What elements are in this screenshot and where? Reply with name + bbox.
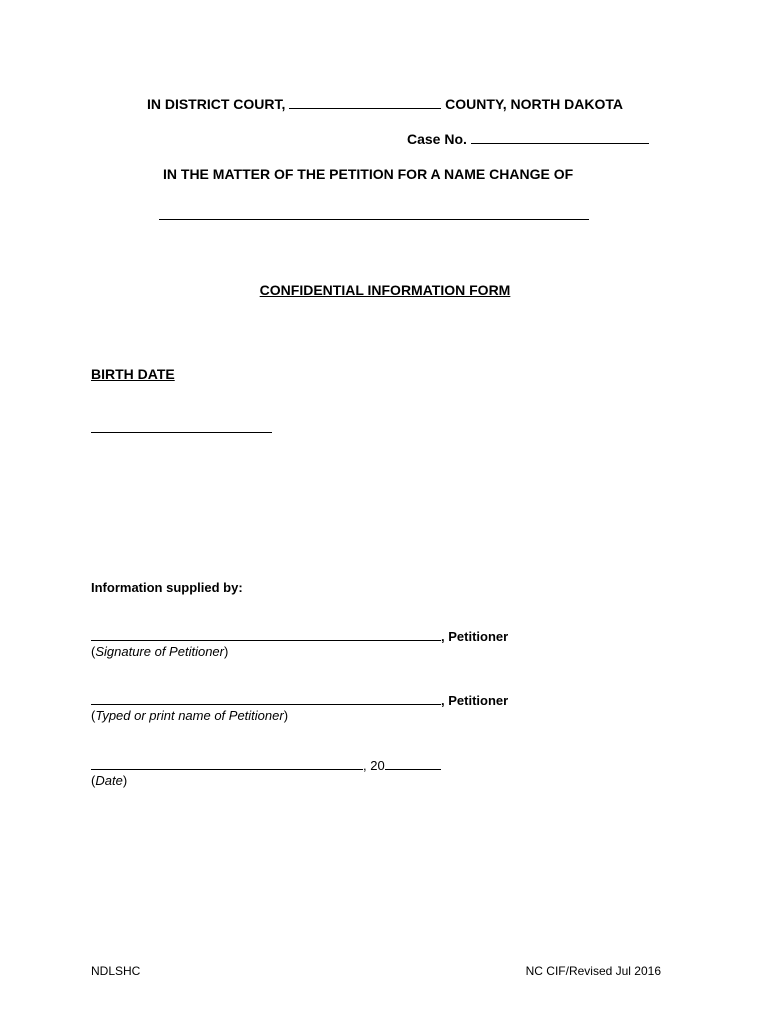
signature-caption [91, 643, 228, 660]
year-blank[interactable] [385, 756, 441, 770]
county-blank[interactable] [289, 95, 441, 109]
date-line [91, 756, 441, 774]
birth-date-heading: BIRTH DATE [91, 366, 175, 382]
printed-name-paren-open: ( [91, 708, 96, 723]
printed-name-role: , Petitioner [441, 693, 509, 708]
matter-heading: IN THE MATTER OF THE PETITION FOR A NAME CHANGE OF [163, 166, 574, 182]
signature-role: , Petitioner [441, 629, 509, 644]
date-paren-close: ) [122, 773, 128, 788]
footer-right: NC CIF/Revised Jul 2016 [525, 964, 661, 978]
supplied-by-heading: Information supplied by: [91, 580, 243, 595]
printed-name-label: Typed or print name of Petitioner [95, 708, 284, 723]
case-number-line [407, 130, 649, 148]
printed-name-paren-close: ) [283, 708, 289, 723]
footer-left: NDLSHC [91, 964, 141, 978]
petitioner-name-blank[interactable] [159, 219, 589, 220]
case-number-blank[interactable] [471, 130, 649, 144]
court-suffix: COUNTY, NORTH DAKOTA [441, 96, 624, 112]
printed-name-blank[interactable] [91, 691, 441, 705]
court-prefix: IN DISTRICT COURT, [146, 96, 290, 112]
date-caption [91, 772, 127, 789]
signature-label: Signature of Petitioner [95, 644, 224, 659]
court-caption [0, 95, 770, 113]
date-blank[interactable] [91, 756, 363, 770]
birth-date-blank[interactable] [91, 432, 272, 433]
printed-name-caption [91, 707, 288, 724]
form-title: CONFIDENTIAL INFORMATION FORM [259, 282, 511, 298]
date-paren-open: ( [91, 773, 96, 788]
signature-paren-open: ( [91, 644, 96, 659]
case-number-label: Case No. [407, 131, 471, 147]
date-year-prefix: , 20 [363, 758, 385, 773]
signature-paren-close: ) [223, 644, 229, 659]
signature-blank[interactable] [91, 627, 441, 641]
date-label: Date [95, 773, 123, 788]
